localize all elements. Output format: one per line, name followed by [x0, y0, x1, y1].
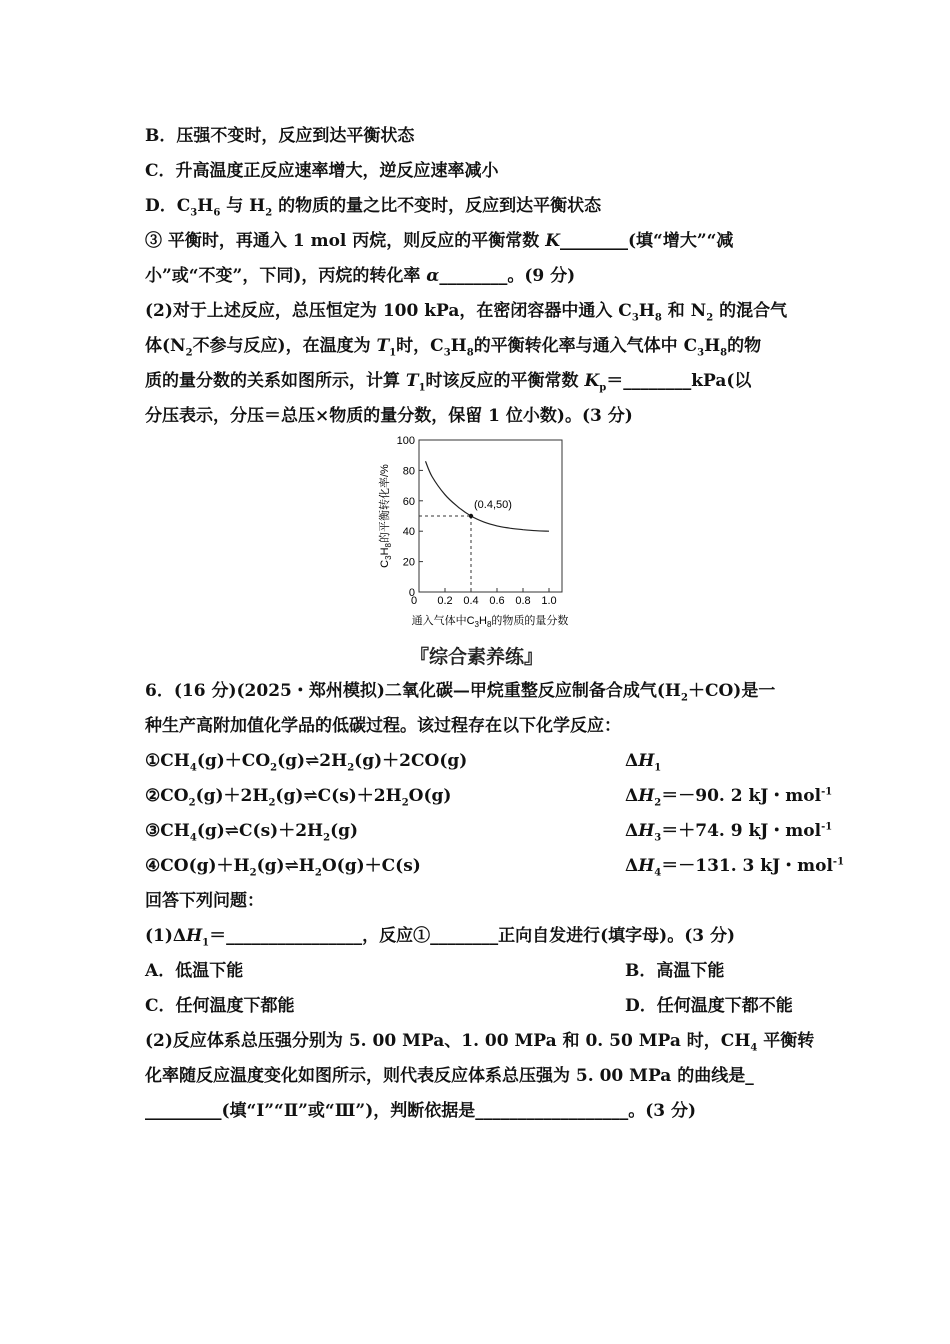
y-tick-label: 0	[408, 587, 415, 599]
series-line	[426, 461, 550, 531]
y-axis-label: $C_3H_8$的平衡转化率/%	[379, 464, 393, 568]
section-title: 『综合素养练』	[410, 646, 544, 668]
origin-label: 0	[410, 595, 418, 607]
q6-options-ab: A．低温下能 B．高温下能	[145, 961, 725, 981]
x-tick-label: 0.4	[463, 595, 479, 607]
y-tick-label: 100	[396, 435, 415, 447]
q6-line2: 种生产高附加值化学品的低碳过程。该过程存在以下化学反应：	[145, 716, 621, 736]
reaction-1: $①CH_4(g)+CO_2(g)\rightleftharpoons 2H_2(g)+2CO(g)$ $\Delta H_1$	[145, 751, 662, 774]
y-tick-label: 20	[402, 556, 415, 569]
x-tick-label: 0.2	[437, 595, 453, 607]
reaction-4: $④CO(g)+H_2(g)\rightleftharpoons H_2O(g)+C(s)$ $\Delta H_4=-131$. 3 kJ・mol$^{-1}$	[145, 856, 845, 879]
y-tick-label: 60	[402, 495, 415, 508]
reaction-2: $②CO_2(g)+2H_2(g)\rightleftharpoons C(s)+2H_2O(g)$ $\Delta H_2=-90$. 2 kJ・mol$^{-1}$	[145, 786, 833, 809]
option-d: D．$C_3H_6$ 与 $H_2$ 的物质的量之比不变时，反应到达平衡状态	[145, 196, 602, 219]
part2-line3: 质的量分数的关系如图所示，计算 $T_1$时该反应的平衡常数 $K_p=\_\_\_\_\_\_\_\_kPa$(以	[145, 371, 752, 394]
y-tick-label: 40	[402, 526, 415, 539]
q6-part2-line1: (2)反应体系总压强分别为 5. 00 MPa、1. 00 MPa 和 0. 50 MPa 时，$CH_4$ 平衡转	[145, 1031, 815, 1054]
x-tick-label: 1.0	[541, 595, 557, 607]
data-point	[469, 514, 473, 518]
q6-options-cd: C．任何温度下都能 D．任何温度下都不能	[145, 996, 793, 1016]
x-tick-label: 0.6	[489, 595, 505, 607]
sub-question-3-line2: 小”或“不变”，下同)，丙烷的转化率 α________。(9 分)	[145, 266, 576, 286]
answer-prompt: 回答下列问题：	[145, 891, 264, 911]
plot-frame	[419, 440, 562, 592]
option-b: B．压强不变时，反应到达平衡状态	[145, 126, 415, 146]
reaction-3: $③CH_4(g)\rightleftharpoons C(s)+2H_2(g)$ $\Delta H_3=+74$. 9 kJ・mol$^{-1}$	[145, 821, 833, 844]
q6-part2-line3: _________(填“Ⅰ”“Ⅱ”或“Ⅲ”)，判断依据是__________________。(3 分)	[145, 1101, 697, 1121]
option-c: C．升高温度正反应速率增大，逆反应速率减小	[145, 161, 499, 181]
q6-part2-line2: 化率随反应温度变化如图所示，则代表反应体系总压强为 5. 00 MPa 的曲线是_	[145, 1066, 754, 1086]
q6-part1: $(1)\Delta H_1=\_\_\_\_\_\_\_\_\_\_\_\_\_\_\_\_$，反应①________正向自发进行(填字母)。(3 分)	[145, 926, 736, 949]
x-tick-label: 0.8	[515, 595, 531, 607]
q6-head: 6．(16 分)(2025・郑州模拟)二氧化碳—甲烷重整反应制备合成气$(H_2+CO)$是一	[145, 681, 776, 704]
y-tick-label: 80	[402, 465, 415, 478]
part2-line4: 分压表示，分压＝总压×物质的量分数，保留 1 位小数)。(3 分)	[145, 406, 633, 426]
x-axis-label: 通入气体中$C_3H_8$的物质的量分数	[411, 615, 569, 629]
part2-line1: (2)对于上述反应，总压恒定为 100 kPa，在密闭容器中通入 $C_3H_8$ 和 $N_2$ 的混合气	[145, 301, 788, 324]
point-annotation: (0.4,50)	[474, 499, 512, 511]
part2-line2: 体($N_2$不参与反应)，在温度为 $T_1$时，$C_3H_8$的平衡转化率与通入气体中 $C_3H_8$的物	[145, 336, 762, 359]
sub-question-3: ③ 平衡时，再通入 1 mol 丙烷，则反应的平衡常数 K________(填“增大”“减	[145, 231, 734, 251]
conversion-chart	[370, 432, 590, 637]
